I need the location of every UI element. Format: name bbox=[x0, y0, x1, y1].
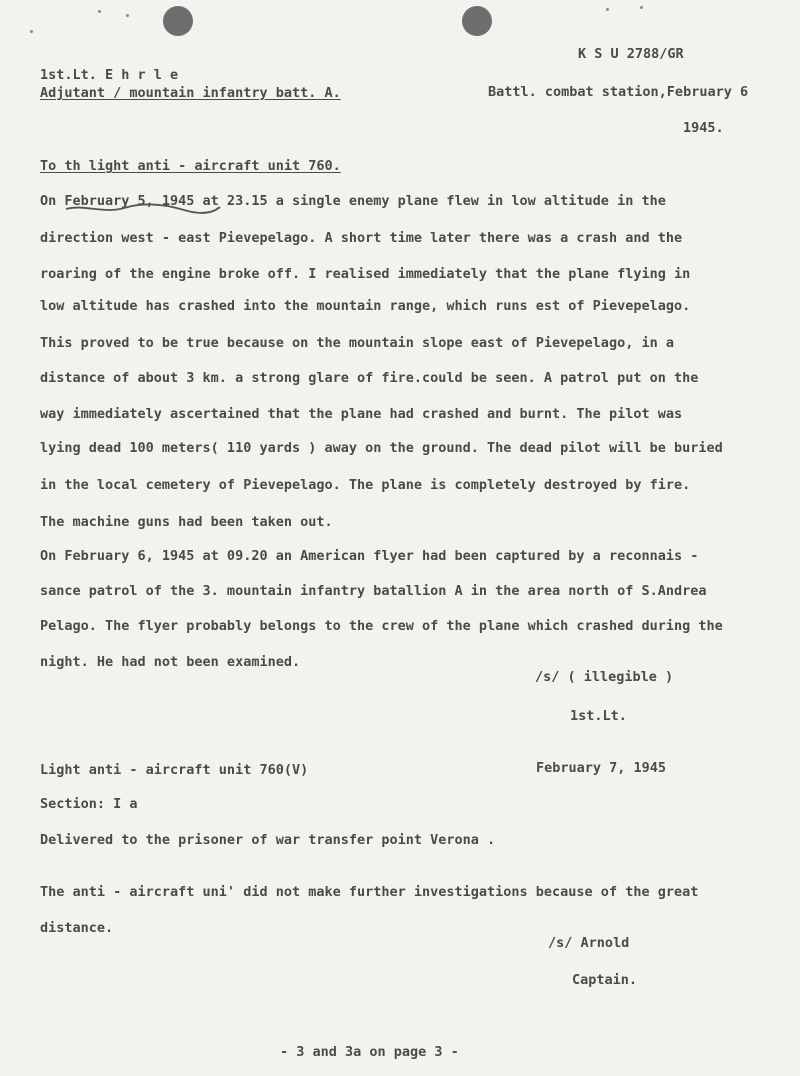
report2-section: Section: I a bbox=[40, 796, 138, 812]
punch-hole-left bbox=[163, 6, 193, 36]
report1-line: This proved to be true because on the mountain slope east of Pievepelago, in a bbox=[40, 335, 674, 351]
report1-line: lying dead 100 meters( 110 yards ) away on the ground. The dead pilot will be buried bbox=[40, 440, 723, 456]
report2-line: distance. bbox=[40, 920, 114, 936]
handwritten-underline bbox=[64, 203, 224, 215]
sender-name: 1st.Lt. E h r l e bbox=[40, 67, 179, 83]
speck bbox=[606, 8, 609, 11]
report1-signature: /s/ ( illegible ) bbox=[535, 669, 674, 685]
report1-line: sance patrol of the 3. mountain infantry batallion A in the area north of S.Andrea bbox=[40, 583, 707, 599]
year: 1945. bbox=[683, 120, 724, 136]
report1-line: way immediately ascertained that the plane had crashed and burnt. The pilot was bbox=[40, 406, 683, 422]
report1-line: low altitude has crashed into the mountain range, which runs est of Pievepelago. bbox=[40, 298, 691, 314]
report2-signature: /s/ Arnold bbox=[548, 935, 630, 951]
report1-line: On February 6, 1945 at 09.20 an American flyer had been captured by a reconnais - bbox=[40, 548, 699, 564]
sender-title: Adjutant / mountain infantry batt. A. bbox=[40, 85, 341, 101]
report2-unit: Light anti - aircraft unit 760(V) bbox=[40, 762, 309, 778]
report1-line: Pelago. The flyer probably belongs to the crew of the plane which crashed during the bbox=[40, 618, 723, 634]
report1-line: The machine guns had been taken out. bbox=[40, 514, 333, 530]
page-note: - 3 and 3a on page 3 - bbox=[280, 1044, 459, 1060]
speck bbox=[98, 10, 101, 13]
speck bbox=[640, 6, 643, 9]
reference-number: K S U 2788/GR bbox=[578, 46, 684, 62]
report1-line: distance of about 3 km. a strong glare of fire.could be seen. A patrol put on the bbox=[40, 370, 699, 386]
punch-hole-right bbox=[462, 6, 492, 36]
station-date: Battl. combat station,February 6 bbox=[488, 84, 749, 100]
report1-rank: 1st.Lt. bbox=[570, 708, 627, 724]
report2-line: The anti - aircraft uni' did not make further investigations because of the great bbox=[40, 884, 699, 900]
report2-delivered: Delivered to the prisoner of war transfer point Verona . bbox=[40, 832, 496, 848]
speck bbox=[30, 30, 33, 33]
report1-line: roaring of the engine broke off. I realised immediately that the plane flying in bbox=[40, 266, 691, 282]
report2-rank: Captain. bbox=[572, 972, 638, 988]
report1-line: direction west - east Pievepelago. A short time later there was a crash and the bbox=[40, 230, 683, 246]
report1-line: night. He had not been examined. bbox=[40, 654, 301, 670]
speck bbox=[126, 14, 129, 17]
report2-date: February 7, 1945 bbox=[536, 760, 667, 776]
addressee: To th light anti - aircraft unit 760. bbox=[40, 158, 341, 174]
report1-line: in the local cemetery of Pievepelago. The plane is completely destroyed by fire. bbox=[40, 477, 691, 493]
report1-line: On February 5, 1945 at 23.15 a single enemy plane flew in low altitude in the bbox=[40, 193, 666, 209]
